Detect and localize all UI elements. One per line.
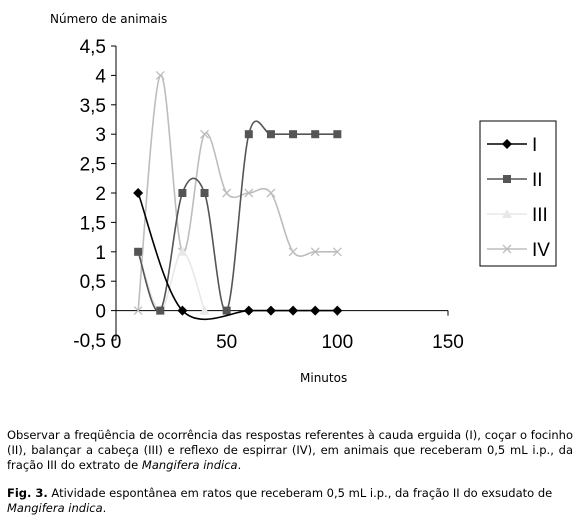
y-tick-label: 2,5 <box>79 154 106 176</box>
data-point <box>201 189 209 197</box>
data-point <box>333 130 341 138</box>
data-point <box>310 306 320 316</box>
data-point <box>267 189 275 197</box>
figure-note <box>7 428 573 473</box>
data-point <box>245 130 253 138</box>
data-point <box>156 307 164 315</box>
data-point <box>178 189 186 197</box>
legend-label: IV <box>532 240 550 261</box>
note-end: . <box>237 458 242 472</box>
data-point <box>266 306 276 316</box>
data-point <box>311 130 319 138</box>
y-tick-label: 0,5 <box>79 272 106 294</box>
x-tick-label: 50 <box>216 332 238 353</box>
caption-text: Atividade espontânea em ratos que receberam 0,5 mL i.p., da fração II do exsudato de <box>47 486 553 500</box>
data-point <box>267 130 275 138</box>
note-text: Observar a freqüência de ocorrência das respostas referentes à cauda erguida (I), coçar o focinho (II), balançar a cabeça (III) e reflexo de espirrar (IV), em animais que receberam 0,5 mL i.p., da fração III do extrato de <box>7 428 573 472</box>
data-point <box>332 306 342 316</box>
data-point <box>223 189 231 197</box>
x-tick-labels <box>111 311 464 353</box>
caption-end: . <box>102 501 107 515</box>
figure-caption <box>7 486 573 516</box>
axes <box>116 46 448 340</box>
data-point <box>288 306 298 316</box>
series-layer <box>133 71 342 319</box>
data-point <box>223 307 231 315</box>
legend-label: II <box>532 170 543 191</box>
x-tick-label: 150 <box>432 332 464 353</box>
caption-species: Mangifera indica <box>7 501 103 515</box>
series-II <box>134 121 341 314</box>
y-tick-label: 1 <box>95 242 106 264</box>
y-tick-label: -0,5 <box>73 331 106 352</box>
y-tick-label: 1,5 <box>79 213 106 235</box>
legend-label: I <box>532 135 538 156</box>
y-tick-label: 3,5 <box>79 95 106 117</box>
data-point <box>133 188 143 198</box>
y-axis-title: Número de animais <box>50 12 168 26</box>
y-tick-label: 4 <box>95 66 106 88</box>
series-line <box>138 193 337 319</box>
y-tick-label: 0 <box>95 301 106 323</box>
note-species: Mangifera indica <box>141 458 238 472</box>
caption-label: Fig. 3. <box>7 486 48 500</box>
data-point <box>244 306 254 316</box>
x-tick-label: 100 <box>321 332 354 353</box>
data-point <box>289 130 297 138</box>
legend <box>480 121 556 266</box>
y-tick-label: 4,5 <box>79 37 106 58</box>
legend-label: III <box>532 205 548 226</box>
y-tick-label: 3 <box>95 125 106 147</box>
legend-marker <box>503 175 511 183</box>
data-point <box>134 248 142 256</box>
x-tick-label: 0 <box>110 332 122 353</box>
data-point <box>289 248 297 256</box>
x-axis-title: Minutos <box>300 371 348 385</box>
y-tick-label: 2 <box>95 184 106 205</box>
y-tick-labels <box>73 37 116 352</box>
data-point <box>156 71 164 79</box>
